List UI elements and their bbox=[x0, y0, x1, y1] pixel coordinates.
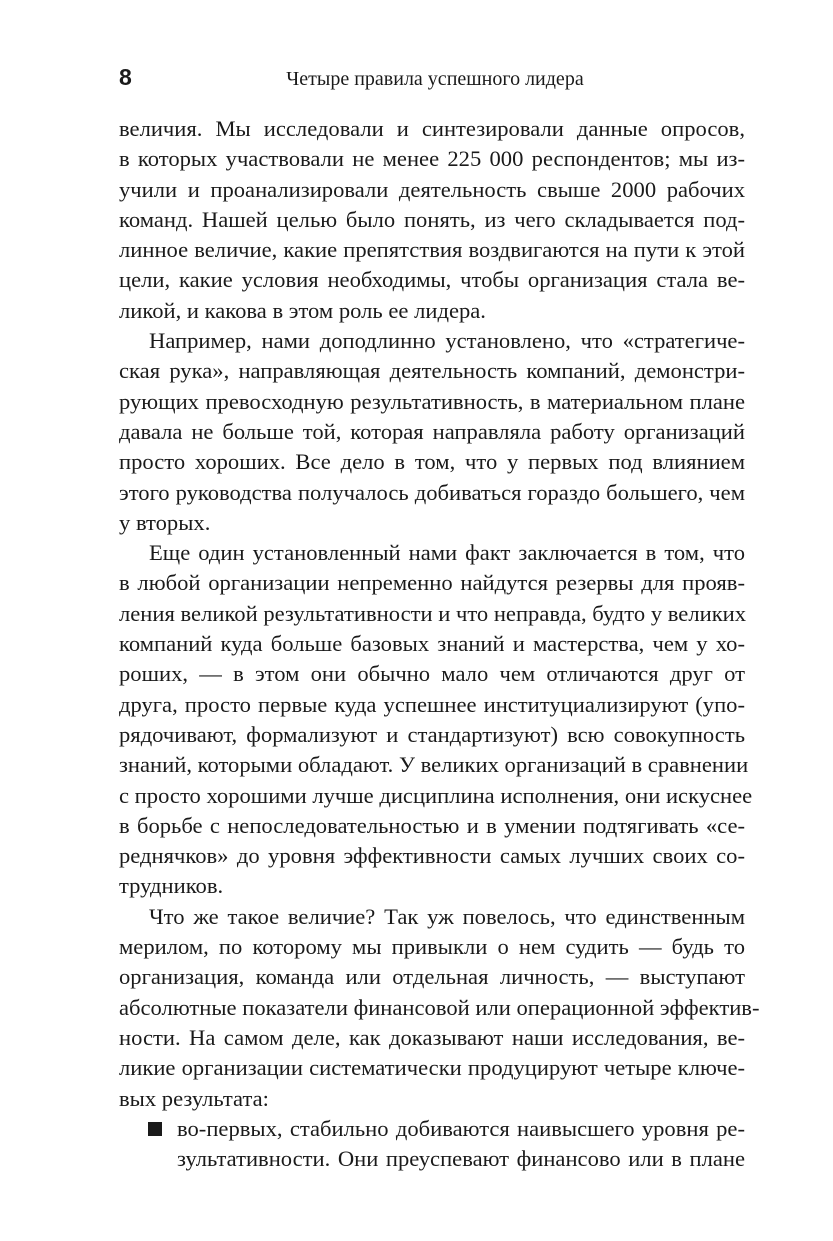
text-line: величия. Мы исследовали и синтезировали данные опросов, bbox=[119, 116, 745, 141]
bullet-list-item bbox=[119, 1114, 745, 1175]
text-line: ления великой результативности и что неправда, будто у великих bbox=[119, 600, 747, 626]
text-line: учили и проанализировали деятельность свыше 2000 рабочих bbox=[119, 176, 745, 202]
text-line: во-первых, стабильно добиваются наивысшего уровня ре- bbox=[177, 1115, 745, 1141]
text-line: линное величие, какие препятствия воздвигаются на пути к этой bbox=[119, 237, 745, 263]
square-bullet-icon bbox=[148, 1122, 162, 1136]
text-line: реднячков» до уровня эффективности самых лучших своих со- bbox=[119, 843, 745, 869]
text-line: компаний куда больше базовых знаний и мастерства, чем у хо- bbox=[119, 631, 745, 657]
paragraph bbox=[119, 538, 753, 902]
text-line: мерилом, по которому мы привыкли о нем судить — будь то bbox=[119, 934, 745, 960]
text-line: друга, просто первые куда успешнее институциализируют (упо- bbox=[119, 691, 745, 717]
text-line: Например, нами доподлинно установлено, что «стратегиче- bbox=[149, 328, 745, 354]
text-line: абсолютные показатели финансовой или операционной эффектив- bbox=[119, 994, 760, 1020]
text-line: ликие организации систематически продуцируют четыре ключе- bbox=[119, 1055, 745, 1081]
text-line: рующих превосходную результативность, в материальном плане bbox=[119, 388, 745, 414]
text-line: Еще один установленный нами факт заключается в том, что bbox=[149, 540, 745, 566]
text-line: зультативности. Они преуспевают финансово или в плане bbox=[177, 1146, 745, 1172]
text-line: рядочивают, формализуют и стандартизуют) всю совокупность bbox=[119, 721, 745, 747]
text-line: в которых участвовали не менее 225 000 респондентов; мы из- bbox=[119, 146, 745, 172]
text-line: с просто хорошими лучше дисциплина исполнения, они искуснее bbox=[119, 782, 753, 808]
text-line: трудников. bbox=[119, 873, 224, 899]
text-line: знаний, которыми обладают. У великих организаций в сравнении bbox=[119, 752, 749, 778]
paragraph bbox=[119, 902, 760, 1114]
text-line: ликой, и какова в этом роль ее лидера. bbox=[119, 297, 486, 323]
text-line: организация, команда или отдельная личность, — выступают bbox=[119, 964, 745, 990]
text-line: ности. На самом деле, как доказывают наши исследования, ве- bbox=[119, 1024, 745, 1050]
text-line: в борьбе с непоследовательностью и в умении подтягивать «се- bbox=[119, 812, 745, 838]
text-line: ская рука», направляющая деятельность компаний, демонстри- bbox=[119, 358, 745, 384]
text-line: этого руководства получалось добиваться гораздо большего, чем bbox=[119, 479, 745, 505]
text-line: в любой организации непременно найдутся резервы для прояв- bbox=[119, 570, 745, 596]
text-line: вых результата: bbox=[119, 1085, 269, 1111]
paragraph bbox=[119, 326, 745, 538]
body-text bbox=[119, 114, 760, 1174]
text-line: Что же такое величие? Так уж повелось, что единственным bbox=[149, 903, 745, 929]
text-line: у вторых. bbox=[119, 509, 211, 535]
text-line: роших, — в этом они обычно мало чем отличаются друг от bbox=[119, 661, 745, 687]
text-line: цели, какие условия необходимы, чтобы организация стала ве- bbox=[119, 267, 745, 293]
running-header: Четыре правила успешного лидера bbox=[286, 68, 584, 90]
text-line: команд. Нашей целью было понять, из чего складывается под- bbox=[119, 206, 745, 232]
page-number: 8 bbox=[119, 64, 132, 90]
bullet-row bbox=[119, 1114, 745, 1144]
text-line: просто хороших. Все дело в том, что у первых под влиянием bbox=[119, 449, 745, 475]
paragraph bbox=[119, 114, 745, 326]
text-line: давала не больше той, которая направляла работу организаций bbox=[119, 418, 745, 444]
